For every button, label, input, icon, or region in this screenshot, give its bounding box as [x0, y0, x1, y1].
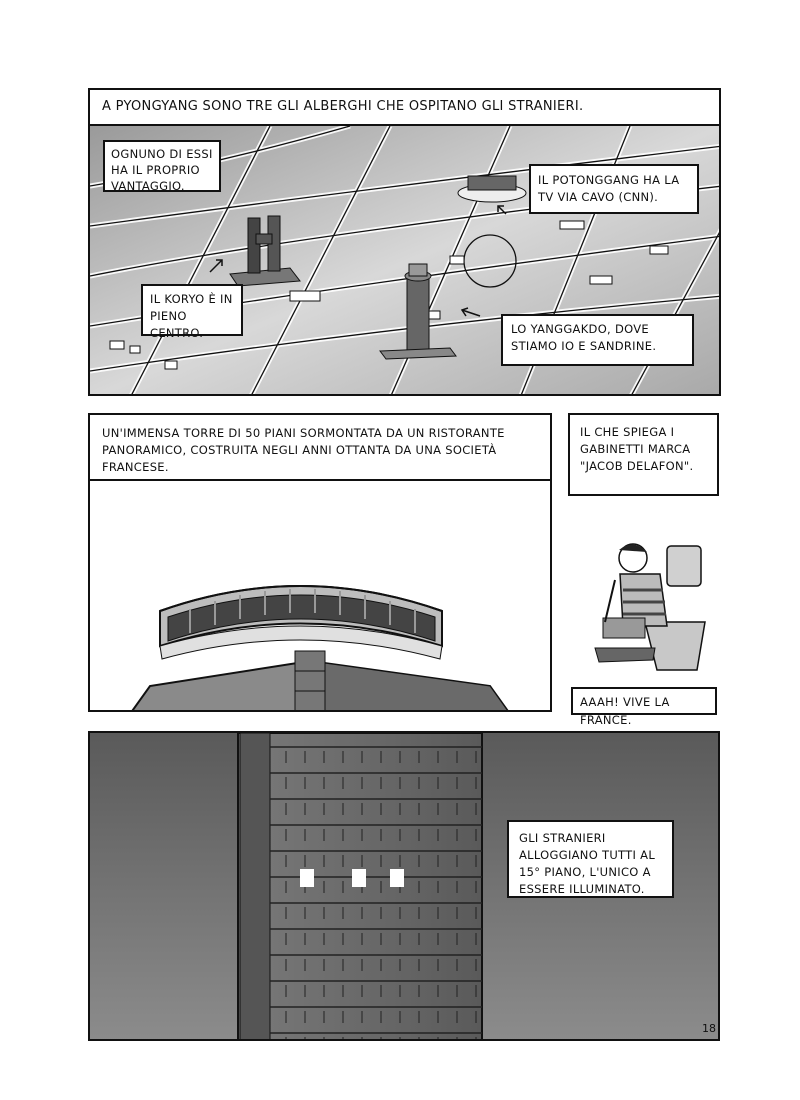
- caption-yanggakdo: LO YANGGAKDO, DOVE STIAMO IO E SANDRINE.: [501, 314, 694, 366]
- caption-vive-la-france: AAAH! VIVE LA FRANCE.: [571, 687, 717, 715]
- revolving-restaurant-drawing: [90, 481, 552, 712]
- caption-koryo: IL KORYO È IN PIENO CENTRO.: [141, 284, 243, 336]
- potonggang-hotel-drawing: [458, 176, 526, 202]
- man-on-toilet-drawing: [575, 530, 725, 680]
- caption-15th-floor: GLI STRANIERI ALLOGGIANO TUTTI AL 15° PIANO, L'UNICO A ESSERE ILLUMINATO.: [507, 820, 674, 898]
- lit-window: [390, 869, 404, 887]
- caption-tower-description: UN'IMMENSA TORRE DI 50 PIANI SORMONTATA DA UN RISTORANTE PANORAMICO, COSTRUITA NEGLI ANNI OTTANTA DA UNA SOCIETÀ FRANCESE.: [88, 413, 552, 481]
- caption-vantaggio: OGNUNO DI ESSI HA IL PROPRIO VANTAGGIO.: [103, 140, 221, 192]
- page-number: 18: [702, 1022, 716, 1035]
- caption-gabinetti: IL CHE SPIEGA I GABINETTI MARCA "JACOB DELAFON".: [568, 413, 719, 496]
- panel-tower-restaurant: [88, 479, 552, 712]
- lit-window: [352, 869, 366, 887]
- lit-window: [300, 869, 314, 887]
- caption-three-hotels: A PYONGYANG SONO TRE GLI ALBERGHI CHE OSPITANO GLI STRANIERI.: [88, 88, 721, 126]
- caption-potonggang: IL POTONGGANG HA LA TV VIA CAVO (CNN).: [529, 164, 699, 214]
